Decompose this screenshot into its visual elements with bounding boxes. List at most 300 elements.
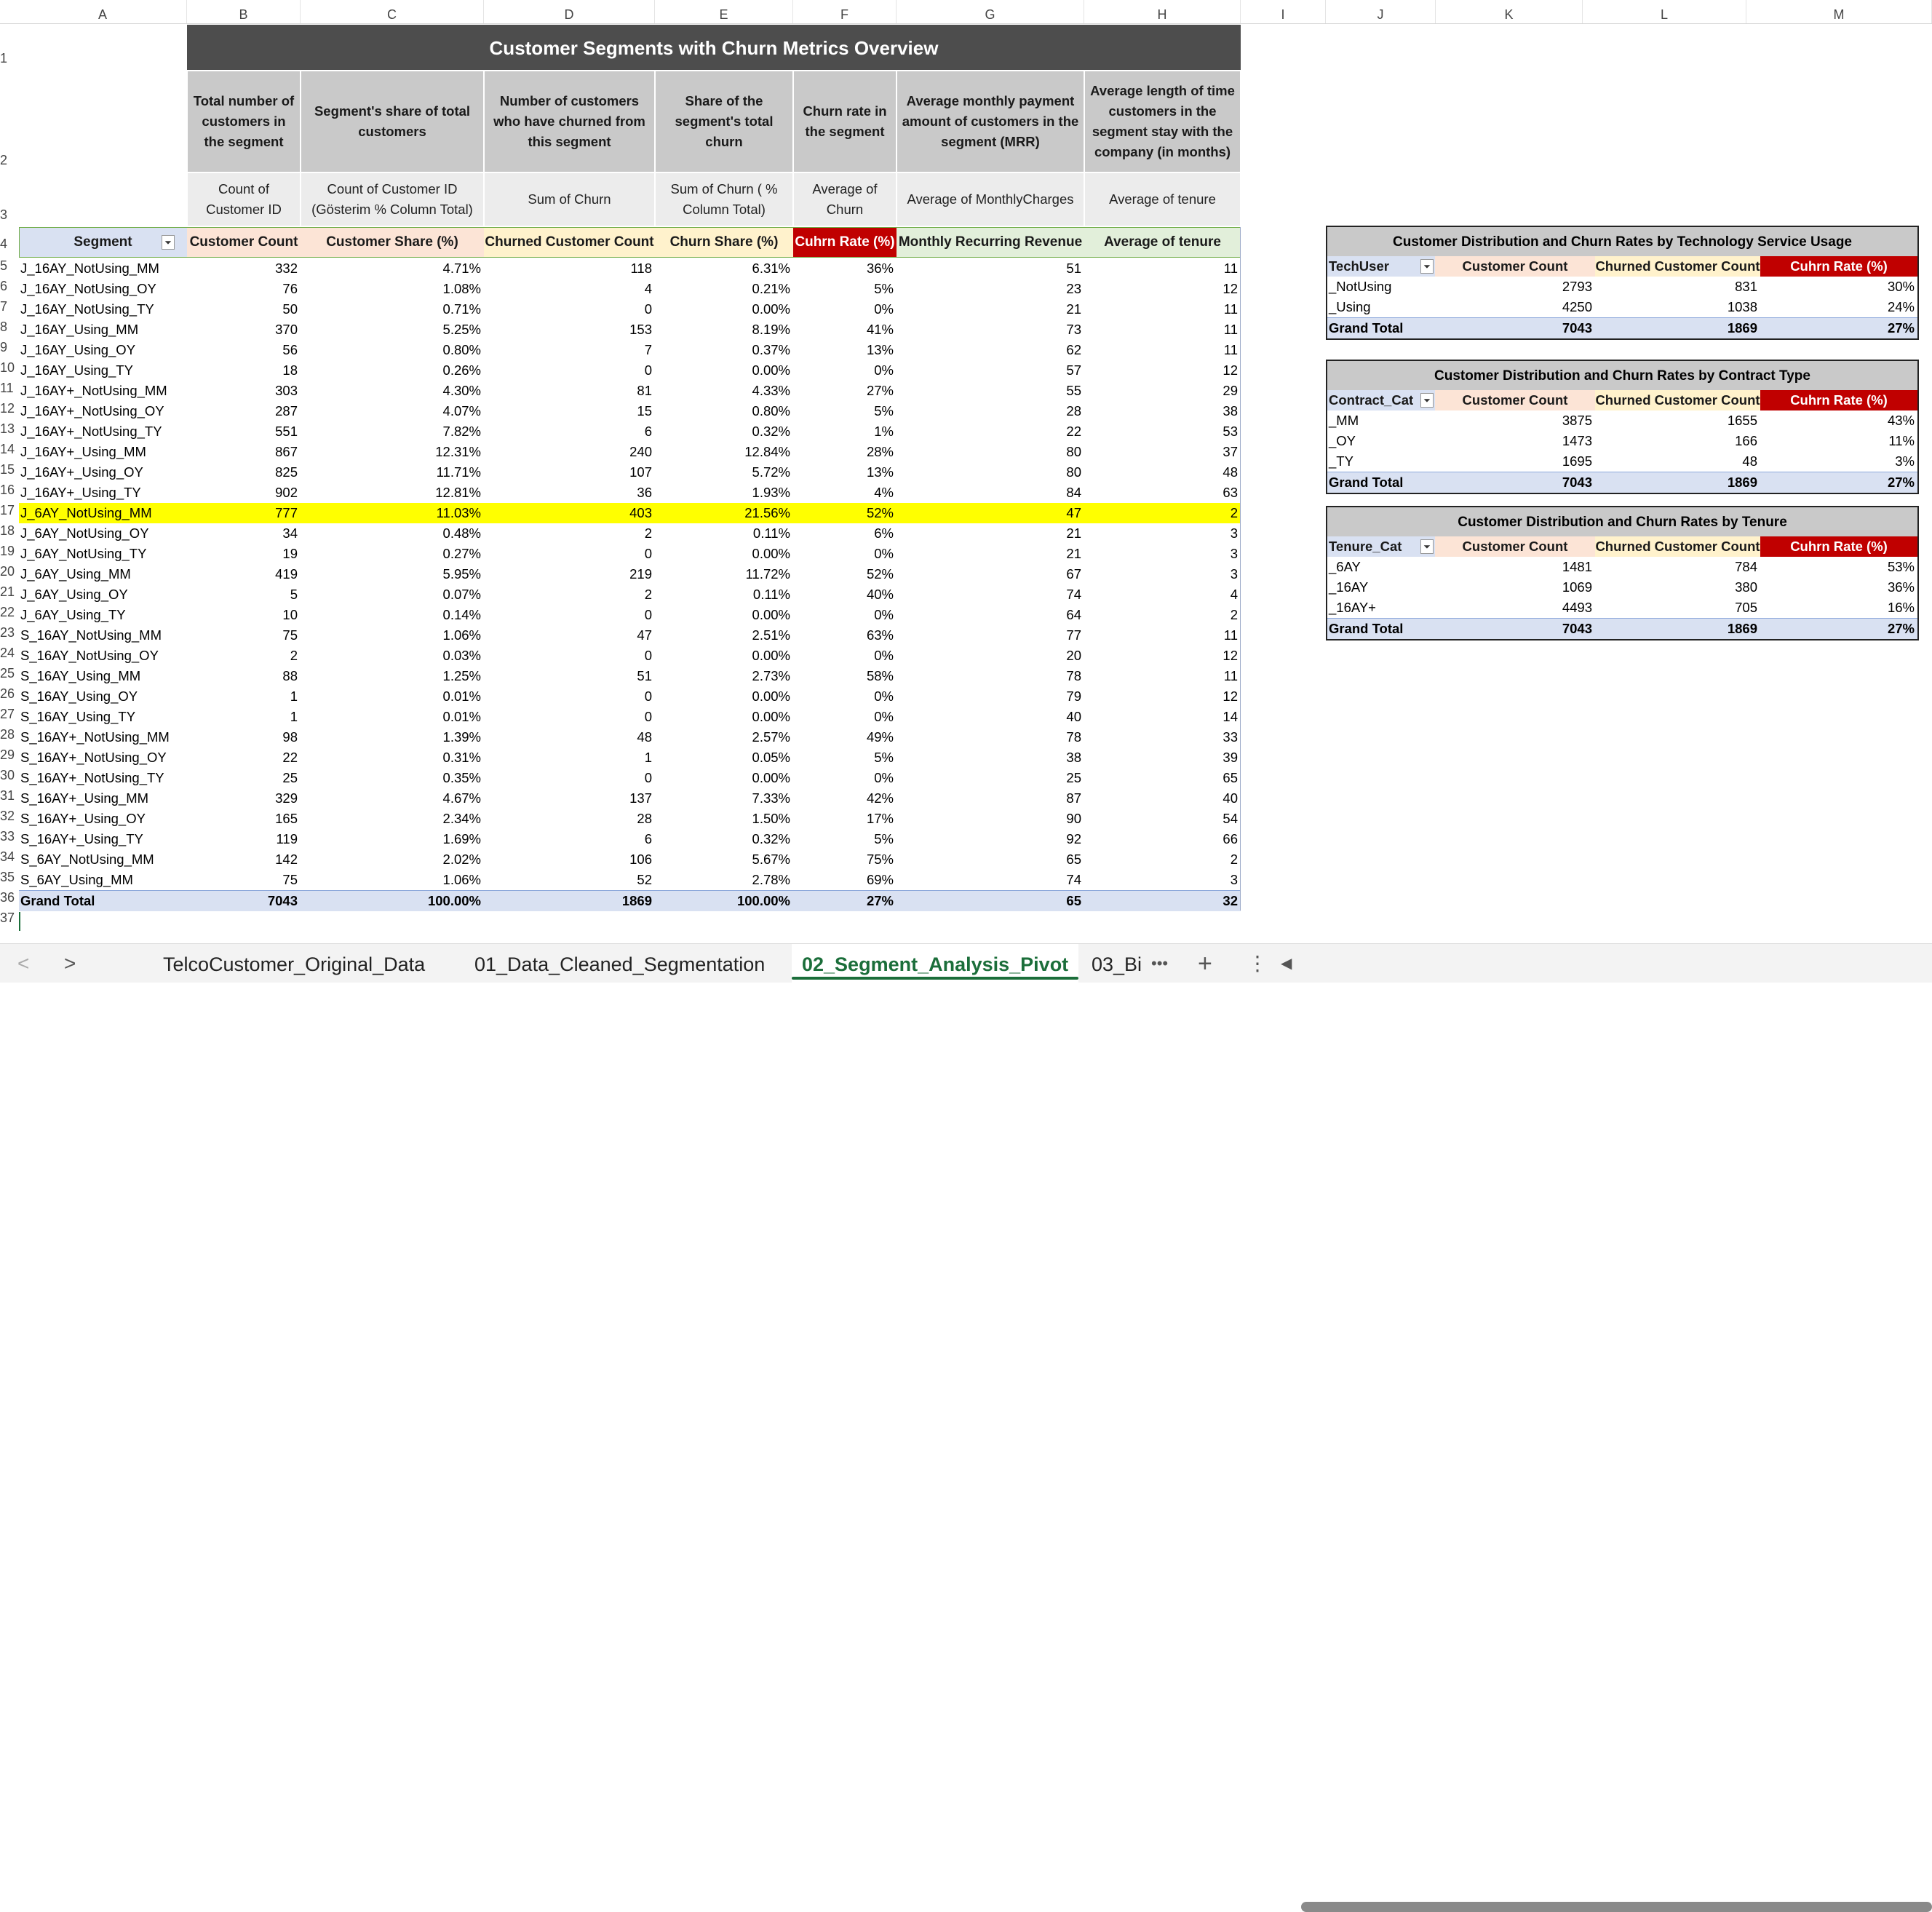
pivot-cell: 53% bbox=[1887, 559, 1915, 574]
customer-share-header: Customer Share (%) bbox=[301, 227, 484, 258]
row-number[interactable]: 14 bbox=[0, 442, 15, 456]
table-cell: 2.34% bbox=[442, 811, 481, 826]
row-number[interactable]: 35 bbox=[0, 870, 15, 884]
table-cell: 0.11% bbox=[752, 525, 790, 541]
row-number[interactable]: 4 bbox=[0, 237, 8, 251]
measure-header[interactable]: Average of tenure bbox=[1085, 173, 1240, 226]
segment-name: J_6AY_NotUsing_OY bbox=[20, 525, 149, 541]
table-row bbox=[19, 503, 1241, 523]
pivot-header-cell: Churned Customer Count bbox=[1595, 390, 1760, 410]
table-cell: 7 bbox=[644, 342, 652, 357]
column-header-f[interactable]: F bbox=[793, 0, 897, 23]
table-cell: 12.31% bbox=[435, 444, 481, 459]
table-row bbox=[19, 870, 1241, 890]
segment-name: J_16AY_NotUsing_MM bbox=[20, 261, 159, 276]
description-header[interactable]: Average monthly payment amount of customers in the segment (MRR) bbox=[897, 71, 1084, 172]
table-cell: 5 bbox=[290, 587, 298, 602]
table-cell: 22 bbox=[1066, 424, 1081, 439]
table-row bbox=[19, 584, 1241, 605]
row-number[interactable]: 27 bbox=[0, 707, 15, 721]
table-cell: 0.48% bbox=[442, 525, 481, 541]
table-cell: 75 bbox=[282, 872, 298, 887]
measure-header[interactable]: Average of Churn bbox=[794, 173, 896, 226]
segment-name: J_16AY_Using_TY bbox=[20, 362, 133, 378]
column-header-j[interactable]: J bbox=[1326, 0, 1436, 23]
table-cell: 5.25% bbox=[442, 322, 481, 337]
table-cell: 56 bbox=[282, 342, 298, 357]
pivot-cell: 3875 bbox=[1562, 413, 1592, 428]
row-number[interactable]: 11 bbox=[0, 381, 14, 395]
total-cell: 1869 bbox=[621, 893, 652, 908]
pivot-title: Customer Distribution and Churn Rates by Technology Service Usage bbox=[1327, 227, 1917, 256]
column-header-c[interactable]: C bbox=[301, 0, 484, 23]
table-cell: 21 bbox=[1066, 525, 1081, 541]
table-cell: 0.00% bbox=[752, 689, 790, 704]
table-row bbox=[19, 279, 1241, 299]
table-cell: 48 bbox=[1223, 464, 1238, 480]
pivot-cell: 1038 bbox=[1727, 299, 1757, 314]
total-cell: 32 bbox=[1223, 893, 1238, 908]
table-row bbox=[19, 707, 1241, 727]
table-cell: 0% bbox=[874, 648, 894, 663]
table-row bbox=[19, 258, 1241, 279]
total-cell: 100.00% bbox=[427, 893, 481, 908]
table-cell: 0.01% bbox=[442, 689, 481, 704]
segment-name: J_16AY_Using_MM bbox=[20, 322, 139, 337]
pivot-cell: 1069 bbox=[1562, 579, 1592, 595]
table-cell: 62 bbox=[1066, 342, 1081, 357]
pivot-header-cell: Customer Count bbox=[1435, 536, 1595, 557]
row-number[interactable]: 6 bbox=[0, 279, 8, 293]
table-cell: 119 bbox=[276, 831, 298, 846]
pivot-cell: 48 bbox=[1742, 453, 1757, 469]
segment-name: S_16AY+_NotUsing_MM bbox=[20, 729, 170, 745]
table-cell: 12 bbox=[1223, 689, 1238, 704]
table-cell: 13% bbox=[866, 464, 894, 480]
table-row bbox=[19, 523, 1241, 544]
pivot-cell: 30% bbox=[1887, 279, 1915, 294]
pivot-row bbox=[1327, 577, 1917, 598]
table-cell: 10 bbox=[282, 607, 298, 622]
description-header[interactable]: Average length of time customers in the segment stay with the company (in months) bbox=[1085, 71, 1240, 172]
table-cell: 2 bbox=[1230, 607, 1238, 622]
table-cell: 2 bbox=[290, 648, 298, 663]
column-header-a[interactable]: A bbox=[19, 0, 187, 23]
row-number[interactable]: 1 bbox=[0, 51, 8, 66]
table-cell: 106 bbox=[629, 852, 652, 867]
segment-name: S_16AY_NotUsing_OY bbox=[20, 648, 159, 663]
row-number[interactable]: 22 bbox=[0, 605, 15, 619]
filter-button[interactable]: ⏷ bbox=[1420, 259, 1434, 274]
measure-header[interactable]: Sum of Churn bbox=[485, 173, 654, 226]
row-number[interactable]: 25 bbox=[0, 666, 15, 681]
pivot-cell: 1655 bbox=[1727, 413, 1757, 428]
pivot-total-cell: 7043 bbox=[1562, 475, 1592, 490]
pivot-cell: 36% bbox=[1887, 579, 1915, 595]
main-table-title: Customer Segments with Churn Metrics Overview bbox=[187, 25, 1241, 70]
table-cell: 3 bbox=[1230, 566, 1238, 582]
table-cell: 419 bbox=[275, 566, 298, 582]
horizontal-scrollbar[interactable] bbox=[1301, 1902, 1932, 1912]
table-cell: 0.32% bbox=[752, 424, 790, 439]
table-cell: 28% bbox=[866, 444, 894, 459]
table-cell: 902 bbox=[275, 485, 298, 500]
sheet-menu-button[interactable]: ⋮ bbox=[1247, 952, 1268, 975]
row-number[interactable]: 8 bbox=[0, 320, 8, 334]
table-cell: 48 bbox=[637, 729, 652, 745]
header-row-border bbox=[19, 227, 1241, 258]
pivot-cell: 4250 bbox=[1562, 299, 1592, 314]
pivot-header-cell[interactable]: TechUser bbox=[1327, 256, 1435, 277]
table-cell: 18 bbox=[282, 362, 298, 378]
table-cell: 0.14% bbox=[442, 607, 481, 622]
table-cell: 5% bbox=[874, 403, 894, 419]
churned-count-header: Churned Customer Count bbox=[484, 227, 655, 258]
row-number[interactable]: 15 bbox=[0, 462, 15, 477]
column-header-d[interactable]: D bbox=[484, 0, 655, 23]
row-number[interactable]: 31 bbox=[0, 788, 15, 803]
segment-name: S_16AY_Using_TY bbox=[20, 709, 136, 724]
table-cell: 2.73% bbox=[752, 668, 790, 683]
table-cell: 80 bbox=[1066, 464, 1081, 480]
table-cell: 3 bbox=[1230, 546, 1238, 561]
pivot-row bbox=[1327, 431, 1917, 451]
table-cell: 64 bbox=[1066, 607, 1081, 622]
row-number[interactable]: 20 bbox=[0, 564, 15, 579]
pivot-total-cell: 27% bbox=[1887, 320, 1915, 336]
row-number[interactable]: 32 bbox=[0, 809, 15, 823]
pivot-cell: 1473 bbox=[1562, 433, 1592, 448]
table-cell: 4.07% bbox=[442, 403, 481, 419]
table-cell: 12.81% bbox=[435, 485, 481, 500]
segment-name: S_16AY+_Using_OY bbox=[20, 811, 146, 826]
table-row bbox=[19, 646, 1241, 666]
pivot-total-cell: Grand Total bbox=[1329, 621, 1404, 636]
table-cell: 1 bbox=[644, 750, 652, 765]
table-cell: 0 bbox=[644, 546, 652, 561]
table-cell: 0.00% bbox=[752, 546, 790, 561]
spreadsheet-grid[interactable] bbox=[0, 0, 1932, 943]
row-number[interactable]: 34 bbox=[0, 849, 15, 864]
table-cell: 1 bbox=[290, 689, 298, 704]
table-cell: 0 bbox=[644, 607, 652, 622]
next-sheet-button[interactable]: > bbox=[64, 952, 76, 975]
table-cell: 0.00% bbox=[752, 709, 790, 724]
pivot-total-cell: 7043 bbox=[1562, 621, 1592, 636]
pivot-header-cell: Cuhrn Rate (%) bbox=[1760, 390, 1917, 410]
table-cell: 38 bbox=[1223, 403, 1238, 419]
table-cell: 4.71% bbox=[442, 261, 481, 276]
pivot-total-cell: 1869 bbox=[1727, 320, 1757, 336]
pivot-cell: 784 bbox=[1735, 559, 1757, 574]
column-header-b[interactable]: B bbox=[187, 0, 301, 23]
description-header[interactable]: Segment's share of total customers bbox=[301, 71, 483, 172]
pivot-cell: 24% bbox=[1887, 299, 1915, 314]
table-cell: 2 bbox=[1230, 852, 1238, 867]
pivot-header-cell: Churned Customer Count bbox=[1595, 536, 1760, 557]
row-number[interactable]: 30 bbox=[0, 768, 15, 782]
prev-sheet-button[interactable]: < bbox=[17, 952, 30, 975]
table-cell: 0.00% bbox=[752, 301, 790, 317]
table-cell: 4 bbox=[644, 281, 652, 296]
sheet-tab-label: TelcoCustomer_Original_Data bbox=[163, 953, 426, 975]
table-row bbox=[19, 564, 1241, 584]
sheet-tab[interactable] bbox=[163, 944, 425, 983]
table-cell: 47 bbox=[1066, 505, 1081, 520]
table-cell: 0.00% bbox=[752, 362, 790, 378]
pivot-cell: _TY bbox=[1329, 453, 1353, 469]
table-cell: 7.82% bbox=[442, 424, 481, 439]
row-number[interactable]: 2 bbox=[0, 153, 8, 167]
scroll-left-button[interactable]: ◀ bbox=[1281, 956, 1292, 972]
segment-header[interactable]: Segment bbox=[19, 227, 187, 258]
row-number[interactable]: 37 bbox=[0, 911, 15, 925]
table-cell: 0 bbox=[644, 709, 652, 724]
table-cell: 153 bbox=[629, 322, 652, 337]
row-number[interactable]: 3 bbox=[0, 207, 8, 222]
description-header[interactable]: Number of customers who have churned from this segment bbox=[485, 71, 654, 172]
pivot-cell: 3% bbox=[1895, 453, 1915, 469]
row-number[interactable]: 19 bbox=[0, 544, 15, 558]
measure-header[interactable]: Count of Customer ID (Gösterim % Column Total) bbox=[301, 173, 483, 226]
pivot-header-cell[interactable]: Contract_Cat bbox=[1327, 390, 1435, 410]
pivot-title: Customer Distribution and Churn Rates by Tenure bbox=[1327, 507, 1917, 536]
table-cell: 6.31% bbox=[752, 261, 790, 276]
sheet-tab[interactable] bbox=[474, 944, 765, 983]
row-number[interactable]: 21 bbox=[0, 584, 15, 599]
customer-count-header: Customer Count bbox=[187, 227, 301, 258]
table-cell: 11 bbox=[1223, 261, 1238, 276]
table-row bbox=[19, 544, 1241, 564]
table-cell: 81 bbox=[637, 383, 652, 398]
row-number[interactable]: 17 bbox=[0, 503, 15, 517]
table-cell: 98 bbox=[282, 729, 298, 745]
table-cell: 867 bbox=[275, 444, 298, 459]
table-cell: 219 bbox=[629, 566, 652, 582]
table-cell: 0% bbox=[874, 362, 894, 378]
pivot-total-cell: 1869 bbox=[1727, 475, 1757, 490]
table-cell: 0 bbox=[644, 648, 652, 663]
row-number[interactable]: 13 bbox=[0, 421, 15, 436]
table-cell: 76 bbox=[282, 281, 298, 296]
table-cell: 67 bbox=[1066, 566, 1081, 582]
more-sheets-button[interactable]: ••• bbox=[1151, 954, 1169, 972]
column-header-e[interactable]: E bbox=[655, 0, 793, 23]
segment-name: J_16AY+_Using_TY bbox=[20, 485, 141, 500]
column-header-l[interactable]: L bbox=[1583, 0, 1746, 23]
pivot-cell: _6AY bbox=[1329, 559, 1361, 574]
segment-name: J_6AY_NotUsing_MM bbox=[20, 505, 152, 520]
table-cell: 4% bbox=[874, 485, 894, 500]
table-cell: 21.56% bbox=[744, 505, 790, 520]
row-number[interactable]: 36 bbox=[0, 890, 15, 905]
table-cell: 0.35% bbox=[442, 770, 481, 785]
table-cell: 74 bbox=[1066, 587, 1081, 602]
description-header[interactable]: Total number of customers in the segment bbox=[188, 71, 300, 172]
column-header-bar[interactable] bbox=[0, 0, 1932, 24]
table-cell: 0.00% bbox=[752, 648, 790, 663]
sheet-tab[interactable] bbox=[792, 944, 1078, 983]
description-header[interactable]: Churn rate in the segment bbox=[794, 71, 896, 172]
table-cell: 0 bbox=[644, 362, 652, 378]
table-cell: 0% bbox=[874, 301, 894, 317]
table-cell: 41% bbox=[866, 322, 894, 337]
sort-filter-button[interactable]: ⏷ bbox=[162, 235, 175, 250]
pivot-header-row bbox=[1327, 390, 1917, 410]
table-cell: 0 bbox=[644, 689, 652, 704]
table-cell: 2.02% bbox=[442, 852, 481, 867]
table-cell: 40% bbox=[866, 587, 894, 602]
sheet-tab-label: 01_Data_Cleaned_Segmentation bbox=[474, 953, 766, 975]
table-cell: 4.67% bbox=[442, 790, 481, 806]
segment-name: S_6AY_NotUsing_MM bbox=[20, 852, 154, 867]
table-cell: 12 bbox=[1223, 648, 1238, 663]
table-cell: 74 bbox=[1066, 872, 1081, 887]
row-number[interactable]: 9 bbox=[0, 340, 8, 354]
table-cell: 0.03% bbox=[442, 648, 481, 663]
row-number[interactable]: 18 bbox=[0, 523, 15, 538]
table-cell: 2.57% bbox=[752, 729, 790, 745]
table-row bbox=[19, 605, 1241, 625]
table-cell: 1.06% bbox=[442, 627, 481, 643]
table-cell: 2.78% bbox=[752, 872, 790, 887]
table-row bbox=[19, 360, 1241, 381]
segment-name: J_16AY+_NotUsing_OY bbox=[20, 403, 164, 419]
table-cell: 0% bbox=[874, 709, 894, 724]
table-cell: 0.21% bbox=[752, 281, 790, 296]
table-cell: 1.08% bbox=[442, 281, 481, 296]
table-cell: 77 bbox=[1066, 627, 1081, 643]
table-cell: 4.33% bbox=[752, 383, 790, 398]
table-cell: 0 bbox=[644, 301, 652, 317]
pivot-cell: 1481 bbox=[1562, 559, 1592, 574]
grand-total-row bbox=[19, 890, 1241, 911]
table-cell: 0.11% bbox=[752, 587, 790, 602]
pivot-total-cell: 7043 bbox=[1562, 320, 1592, 336]
table-cell: 28 bbox=[1066, 403, 1081, 419]
table-cell: 2 bbox=[644, 525, 652, 541]
table-row bbox=[19, 809, 1241, 829]
table-cell: 11.71% bbox=[436, 464, 481, 480]
table-cell: 107 bbox=[629, 464, 652, 480]
row-number[interactable]: 29 bbox=[0, 747, 15, 762]
segment-name: S_6AY_Using_MM bbox=[20, 872, 133, 887]
table-row bbox=[19, 299, 1241, 320]
pivot-header-cell: Churned Customer Count bbox=[1595, 256, 1760, 277]
sheet-tab[interactable] bbox=[1092, 944, 1142, 983]
row-number[interactable]: 28 bbox=[0, 727, 15, 742]
churn-share-header: Churn Share (%) bbox=[655, 227, 793, 258]
pivot-header-cell: Customer Count bbox=[1435, 256, 1595, 277]
row-number[interactable]: 26 bbox=[0, 686, 15, 701]
column-header-m[interactable]: M bbox=[1746, 0, 1932, 23]
table-cell: 54 bbox=[1223, 811, 1238, 826]
table-cell: 25 bbox=[1066, 770, 1081, 785]
measure-header[interactable]: Sum of Churn ( % Column Total) bbox=[656, 173, 792, 226]
pivot-total-cell: 27% bbox=[1887, 475, 1915, 490]
table-cell: 11 bbox=[1223, 668, 1238, 683]
pivot-cell: 43% bbox=[1887, 413, 1915, 428]
row-number[interactable]: 33 bbox=[0, 829, 15, 844]
row-number[interactable]: 7 bbox=[0, 299, 8, 314]
filter-button[interactable]: ⏷ bbox=[1420, 393, 1434, 408]
table-cell: 79 bbox=[1066, 689, 1081, 704]
row-number[interactable]: 16 bbox=[0, 483, 15, 497]
description-header[interactable]: Share of the segment's total churn bbox=[656, 71, 792, 172]
column-header-i[interactable]: I bbox=[1241, 0, 1326, 23]
table-cell: 4 bbox=[1230, 587, 1238, 602]
table-cell: 33 bbox=[1223, 729, 1238, 745]
filter-button[interactable]: ⏷ bbox=[1420, 539, 1434, 554]
segment-name: J_6AY_Using_OY bbox=[20, 587, 128, 602]
table-cell: 52% bbox=[866, 566, 894, 582]
table-cell: 47 bbox=[637, 627, 652, 643]
table-cell: 1% bbox=[874, 424, 894, 439]
table-cell: 777 bbox=[275, 505, 298, 520]
row-number[interactable]: 10 bbox=[0, 360, 15, 375]
pivot-cell: _MM bbox=[1329, 413, 1359, 428]
pivot-header-cell: Cuhrn Rate (%) bbox=[1760, 256, 1917, 277]
table-row bbox=[19, 421, 1241, 442]
table-cell: 0% bbox=[874, 689, 894, 704]
table-cell: 0.27% bbox=[442, 546, 481, 561]
table-cell: 1.39% bbox=[442, 729, 481, 745]
pivot-title: Customer Distribution and Churn Rates by Contract Type bbox=[1327, 361, 1917, 390]
table-cell: 57 bbox=[1066, 362, 1081, 378]
row-number[interactable]: 24 bbox=[0, 646, 15, 660]
segment-name: J_16AY_Using_OY bbox=[20, 342, 136, 357]
table-cell: 84 bbox=[1066, 485, 1081, 500]
add-sheet-button[interactable]: + bbox=[1198, 950, 1212, 977]
pivot-row bbox=[1327, 297, 1917, 317]
table-row bbox=[19, 483, 1241, 503]
table-cell: 40 bbox=[1066, 709, 1081, 724]
pivot-cell: 1695 bbox=[1562, 453, 1592, 469]
mrr-header: Monthly Recurring Revenue bbox=[897, 227, 1084, 258]
table-cell: 17% bbox=[866, 811, 894, 826]
row-number[interactable]: 23 bbox=[0, 625, 15, 640]
table-cell: 6% bbox=[874, 525, 894, 541]
active-cell-indicator[interactable] bbox=[19, 912, 20, 931]
table-row bbox=[19, 727, 1241, 747]
table-cell: 1.69% bbox=[442, 831, 481, 846]
row-number[interactable]: 5 bbox=[0, 258, 8, 273]
table-row bbox=[19, 401, 1241, 421]
measure-header[interactable]: Count of Customer ID bbox=[188, 173, 300, 226]
pivot-cell: _OY bbox=[1329, 433, 1356, 448]
pivot-row bbox=[1327, 277, 1917, 297]
table-cell: 36 bbox=[637, 485, 652, 500]
table-cell: 25 bbox=[282, 770, 298, 785]
column-header-g[interactable]: G bbox=[897, 0, 1084, 23]
pivot-header-cell[interactable]: Tenure_Cat bbox=[1327, 536, 1435, 557]
table-row bbox=[19, 666, 1241, 686]
table-cell: 2 bbox=[644, 587, 652, 602]
table-cell: 0% bbox=[874, 770, 894, 785]
table-cell: 5% bbox=[874, 750, 894, 765]
table-cell: 75 bbox=[282, 627, 298, 643]
measure-header[interactable]: Average of MonthlyCharges bbox=[897, 173, 1084, 226]
segment-name: S_16AY_Using_OY bbox=[20, 689, 138, 704]
table-cell: 52 bbox=[637, 872, 652, 887]
column-header-h[interactable]: H bbox=[1084, 0, 1241, 23]
column-header-k[interactable]: K bbox=[1436, 0, 1583, 23]
table-cell: 1.93% bbox=[752, 485, 790, 500]
row-number[interactable]: 12 bbox=[0, 401, 15, 416]
table-cell: 0.07% bbox=[442, 587, 481, 602]
segment-name: J_16AY+_Using_MM bbox=[20, 444, 146, 459]
total-cell: 27% bbox=[866, 893, 894, 908]
